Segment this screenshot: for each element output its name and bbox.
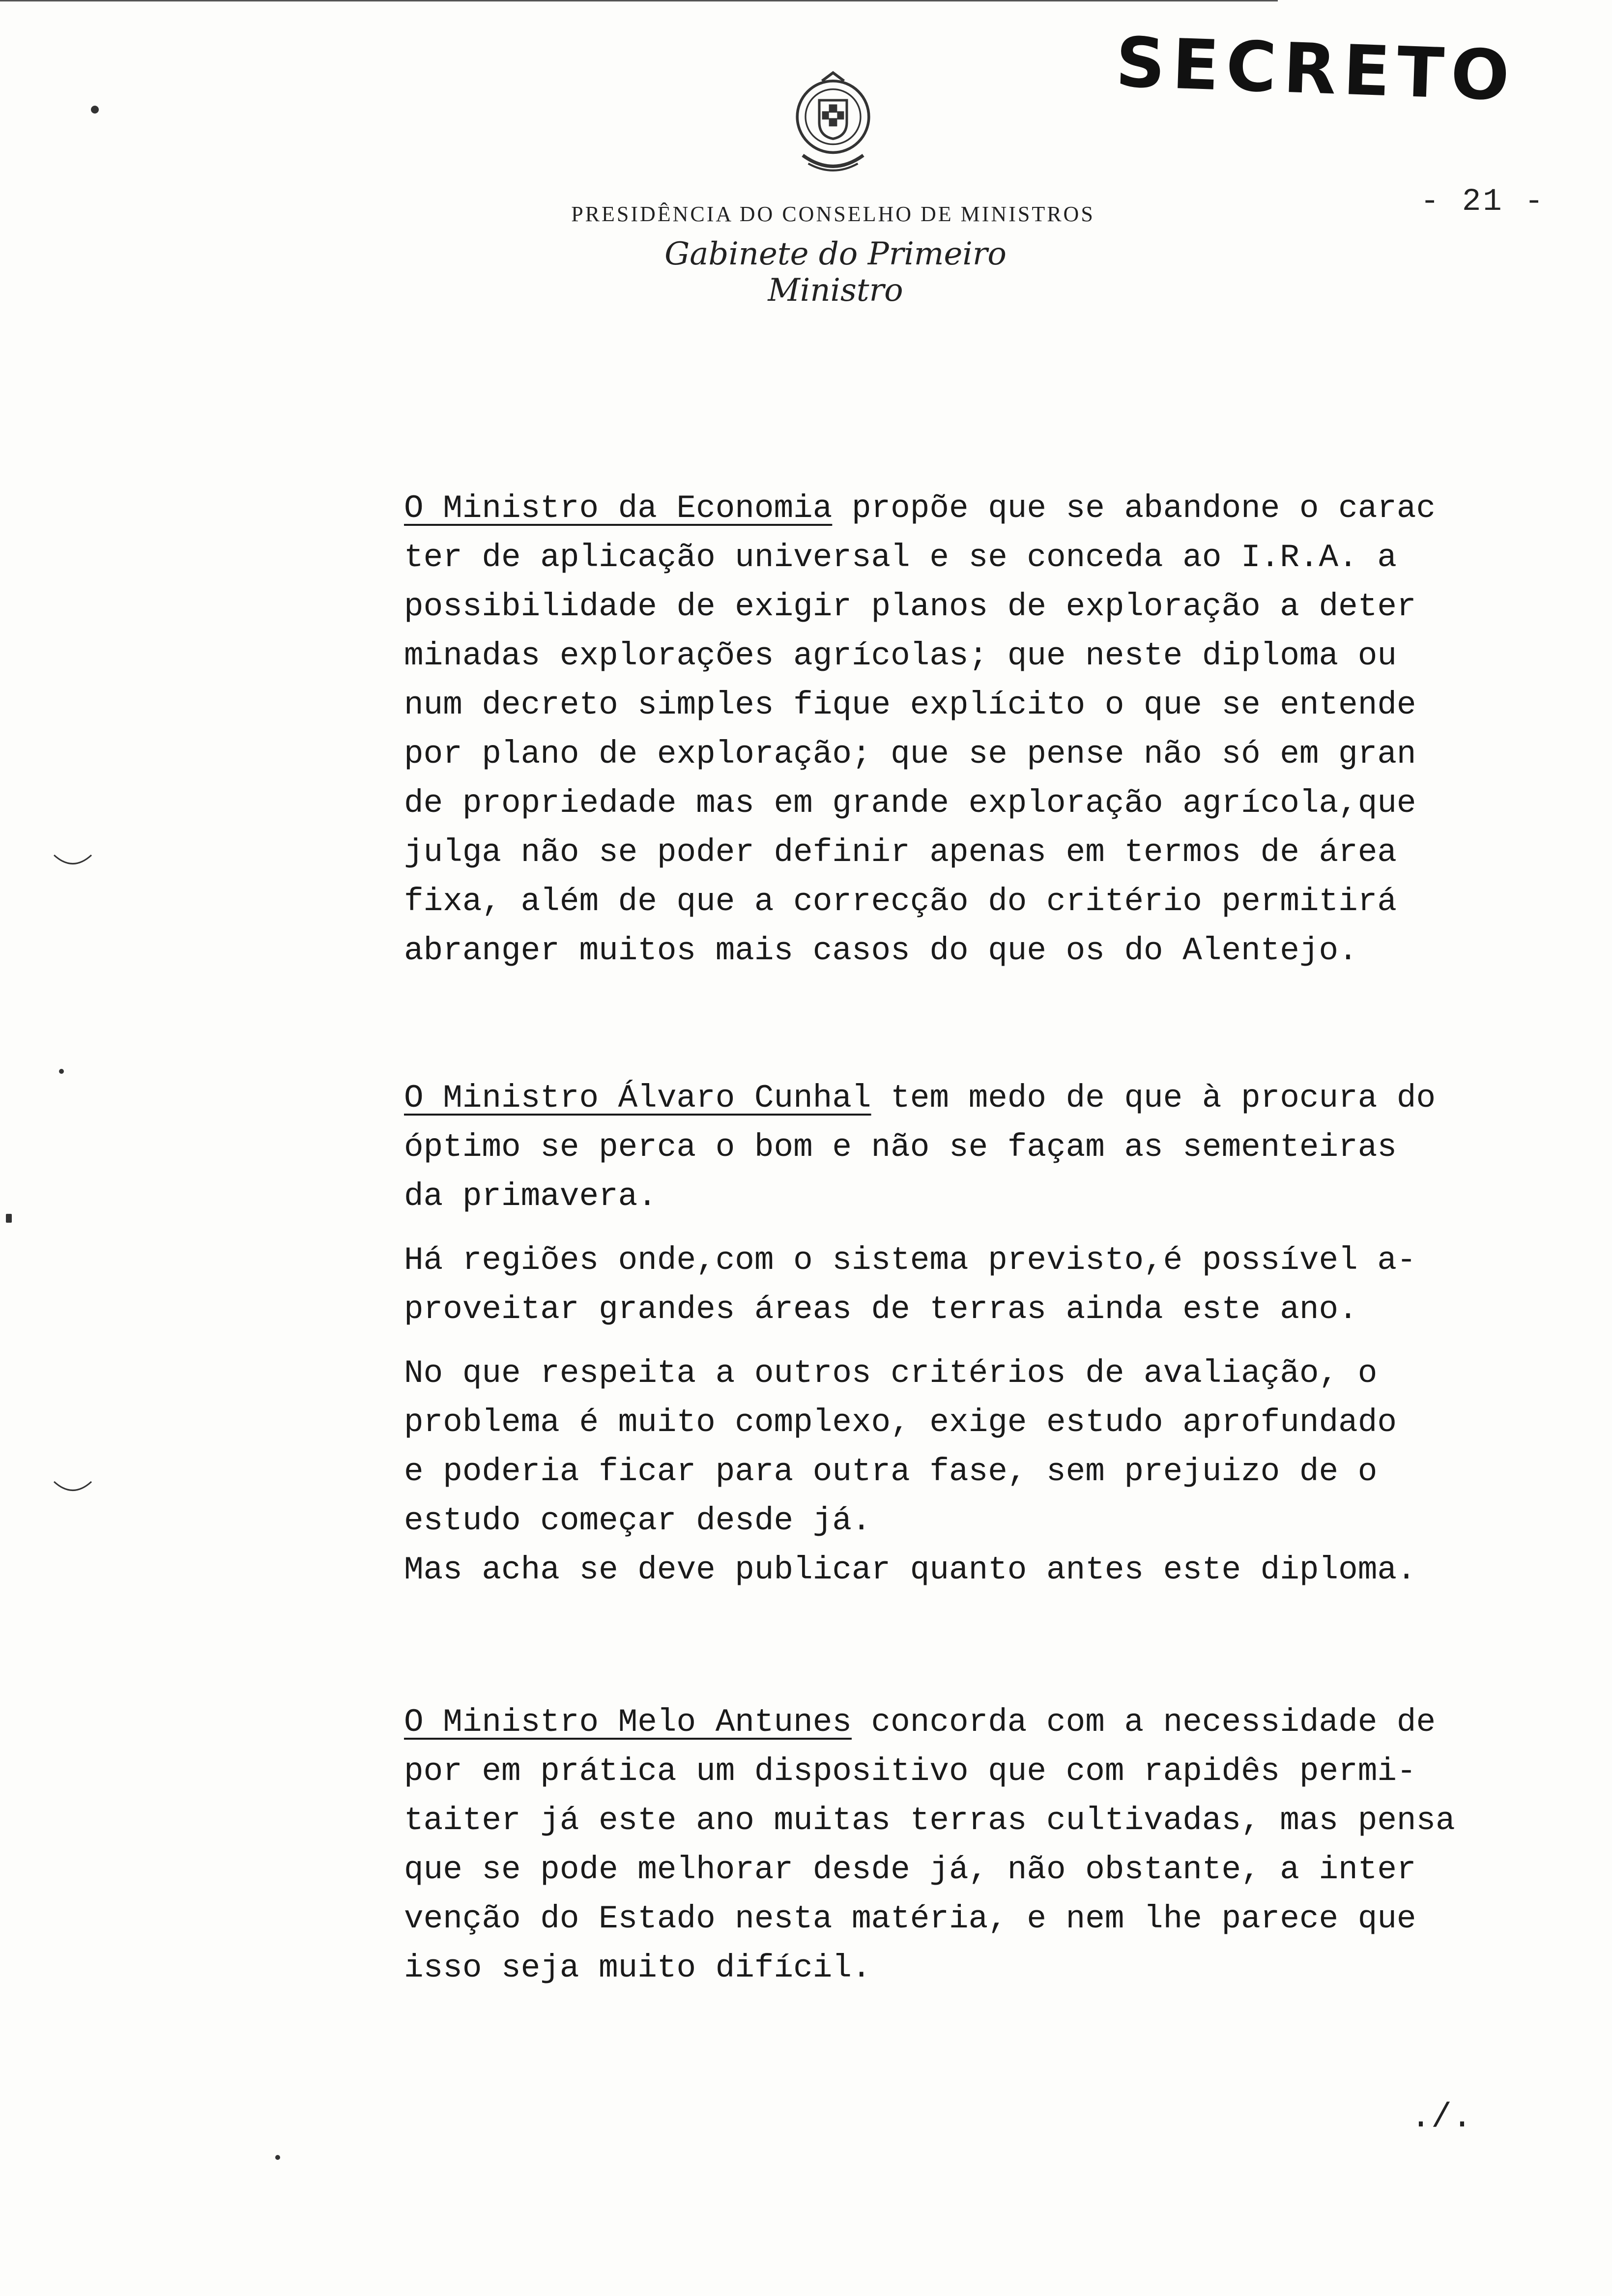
paragraph-line: de propriedade mas em grande exploração agrícola,que bbox=[404, 785, 1416, 822]
paragraph-line: venção do Estado nesta matéria, e nem lhe parece que bbox=[404, 1900, 1416, 1937]
paragraph-line: abranger muitos mais casos do que os do Alentejo. bbox=[404, 932, 1358, 969]
paragraph-line: que se pode melhorar desde já, não obstante, a inter bbox=[404, 1851, 1416, 1888]
page-number: - 21 - bbox=[1420, 184, 1546, 220]
header-title: PRESIDÊNCIA DO CONSELHO DE MINISTROS bbox=[571, 202, 1095, 226]
margin-arc-mark bbox=[53, 853, 92, 872]
paragraph-line: num decreto simples fique explícito o que se entende bbox=[404, 687, 1416, 723]
paragraph-line: e poderia ficar para outra fase, sem prejuizo de o bbox=[404, 1453, 1378, 1490]
top-rule bbox=[0, 0, 1278, 1]
paragraph-line: estudo começar desde já. bbox=[404, 1502, 871, 1539]
paragraph-line: taiter já este ano muitas terras cultivadas, mas pensa bbox=[404, 1802, 1455, 1839]
minister-antunes-paragraph bbox=[404, 1698, 1456, 1993]
speaker-name: O Ministro da Economia bbox=[404, 490, 833, 527]
paragraph-line: problema é muito complexo, exige estudo aprofundado bbox=[404, 1404, 1397, 1441]
paragraph-line: possibilidade de exigir planos de exploração a deter bbox=[404, 588, 1416, 625]
paragraph-line: proveitar grandes áreas de terras ainda este ano. bbox=[404, 1291, 1358, 1328]
margin-speck bbox=[59, 1069, 64, 1074]
paragraph-line: O Ministro da Economia propõe que se abandone o carac bbox=[404, 490, 1436, 527]
continuation-mark: ./. bbox=[1410, 2098, 1473, 2137]
paragraph-line: No que respeita a outros critérios de avaliação, o bbox=[404, 1355, 1378, 1392]
margin-arc-mark bbox=[53, 1479, 92, 1499]
paragraph-line: julga não se poder definir apenas em termos de área bbox=[404, 834, 1397, 871]
paragraph-line: ter de aplicação universal e se conceda ao I.R.A. a bbox=[404, 539, 1397, 576]
paragraph-line: por em prática um dispositivo que com rapidês permi- bbox=[404, 1753, 1416, 1790]
paragraph-line: da primavera. bbox=[404, 1178, 657, 1215]
margin-speck bbox=[6, 1214, 12, 1223]
paragraph-line: óptimo se perca o bom e não se façam as sementeiras bbox=[404, 1129, 1397, 1166]
paragraph-line: Há regiões onde,com o sistema previsto,é possível a- bbox=[404, 1242, 1416, 1279]
paragraph-line: por plano de exploração; que se pense não só em gran bbox=[404, 736, 1416, 773]
speaker-name: O Ministro Melo Antunes bbox=[404, 1704, 852, 1741]
paragraph-line: O Ministro Melo Antunes concorda com a necessidade de bbox=[404, 1704, 1436, 1741]
portuguese-coat-of-arms-icon bbox=[764, 59, 902, 197]
margin-speck bbox=[91, 106, 99, 114]
paragraph-line: minadas explorações agrícolas; que neste diploma ou bbox=[404, 637, 1397, 674]
paragraph-line: isso seja muito difícil. bbox=[404, 1950, 871, 1986]
speaker-name: O Ministro Álvaro Cunhal bbox=[404, 1080, 871, 1117]
paragraph-line: Mas acha se deve publicar quanto antes este diploma. bbox=[404, 1551, 1416, 1588]
secret-stamp: SECRETO bbox=[1114, 22, 1518, 117]
margin-speck bbox=[275, 2155, 280, 2160]
minister-cunhal-paragraph bbox=[404, 1074, 1456, 1595]
minister-economy-paragraph bbox=[404, 484, 1456, 976]
paragraph-line: O Ministro Álvaro Cunhal tem medo de que à procura do bbox=[404, 1080, 1436, 1117]
paragraph-line: fixa, além de que a correcção do critério permitirá bbox=[404, 883, 1397, 920]
header-subtitle: Gabinete do Primeiro Ministro bbox=[664, 236, 1007, 309]
